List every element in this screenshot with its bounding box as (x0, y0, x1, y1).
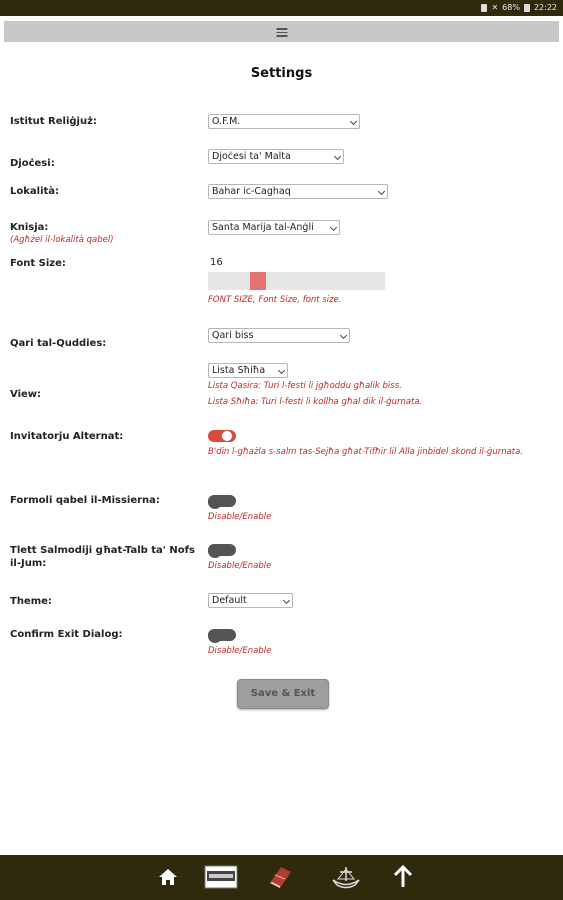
toggle-knob (208, 544, 222, 558)
fontsize-note: FONT SIZE, Font Size, font size. (208, 295, 342, 305)
formoli-label: Formoli qabel il-Missierna: (10, 495, 160, 506)
chevron-down-icon (330, 224, 337, 231)
clock: 22:22 (533, 3, 557, 12)
chevron-down-icon (340, 332, 347, 339)
formoli-note: Disable/Enable (208, 512, 272, 522)
status-bar (0, 0, 563, 16)
knisja-label (10, 222, 114, 245)
istitut-select-value: O.F.M. (212, 116, 241, 127)
mute-icon: ✕ (491, 3, 499, 12)
chevron-down-icon (283, 597, 290, 604)
lokalita-label: Lokalità: (10, 186, 60, 197)
istitut-select[interactable] (208, 114, 360, 129)
istitut-label: Istitut Reliġjuż: (10, 116, 97, 127)
view-label: View: (10, 389, 42, 400)
formoli-toggle[interactable] (208, 495, 236, 507)
view-select[interactable] (208, 363, 288, 378)
lokalita-select-value: Bahar ic-Caghaq (212, 186, 291, 197)
book-icon[interactable] (266, 863, 294, 891)
toggle-knob (208, 495, 222, 509)
toggle-knob (222, 431, 232, 441)
knisja-select[interactable] (208, 220, 340, 235)
confirm-exit-toggle[interactable] (208, 629, 236, 641)
chevron-down-icon (278, 367, 285, 374)
page-title: Settings (250, 66, 313, 81)
qari-label: Qari tal-Quddies: (10, 338, 107, 349)
confirm-exit-label: Confirm Exit Dialog: (10, 629, 123, 640)
fontsize-slider[interactable] (208, 272, 385, 290)
invitatorju-note: B'din l-għażla s-salm tas-Sejħa għat-Tifħir lil Alla jinbidel skond il-ġurnata. (208, 447, 524, 457)
lokalita-select[interactable] (208, 184, 388, 199)
hamburger-menu-icon[interactable] (276, 28, 287, 39)
fontsize-slider-thumb[interactable] (250, 272, 266, 290)
fontsize-label: Font Size: (10, 258, 66, 269)
arrow-up-icon[interactable] (389, 863, 417, 891)
chevron-down-icon (378, 188, 385, 195)
djocesi-select[interactable] (208, 149, 344, 164)
knisja-label-text: Knisja: (10, 222, 49, 233)
bottom-nav-bar (0, 855, 563, 900)
invitatorju-toggle[interactable] (208, 430, 236, 442)
invitatorju-label: Invitatorju Alternat: (10, 431, 124, 442)
battery-saver-icon (481, 4, 487, 12)
djocesi-label: Djoċesi: (10, 158, 55, 169)
tlett-note: Disable/Enable (208, 561, 272, 571)
theme-select-value: Default (212, 595, 247, 606)
breviary-icon[interactable] (203, 863, 239, 891)
home-icon[interactable] (154, 863, 182, 891)
tlett-label: Tlett Salmodiji għat-Talb ta' Nofs il-Jum: (10, 545, 195, 569)
tlett-toggle[interactable] (208, 544, 236, 556)
battery-icon (524, 4, 530, 12)
view-note-full: Lista Sħiħa: Turi l-festi li kollha għal dik il-ġurnata. (208, 397, 423, 407)
theme-select[interactable] (208, 593, 293, 608)
chevron-down-icon (350, 118, 357, 125)
confirm-exit-note: Disable/Enable (208, 646, 272, 656)
theme-label: Theme: (10, 596, 52, 607)
view-note-short: Lista Qasira: Turi l-festi li jgħoddu għalik biss. (208, 381, 402, 391)
top-menu-bar (4, 21, 559, 42)
djocesi-select-value: Djoċesi ta' Malta (212, 151, 291, 162)
chevron-down-icon (334, 153, 341, 160)
qari-select[interactable] (208, 328, 350, 343)
ship-icon[interactable] (330, 863, 362, 891)
knisja-select-value: Santa Marija tal-Anġli (212, 222, 314, 233)
knisja-hint: (Agħżel il-lokalità qabel) (10, 235, 114, 245)
view-select-value: Lista Sħiħa (212, 365, 266, 376)
qari-select-value: Qari biss (212, 330, 254, 341)
fontsize-value: 16 (210, 257, 223, 268)
save-exit-button[interactable]: Save & Exit (237, 679, 329, 709)
battery-level: 68% (502, 3, 520, 12)
toggle-knob (208, 629, 222, 643)
